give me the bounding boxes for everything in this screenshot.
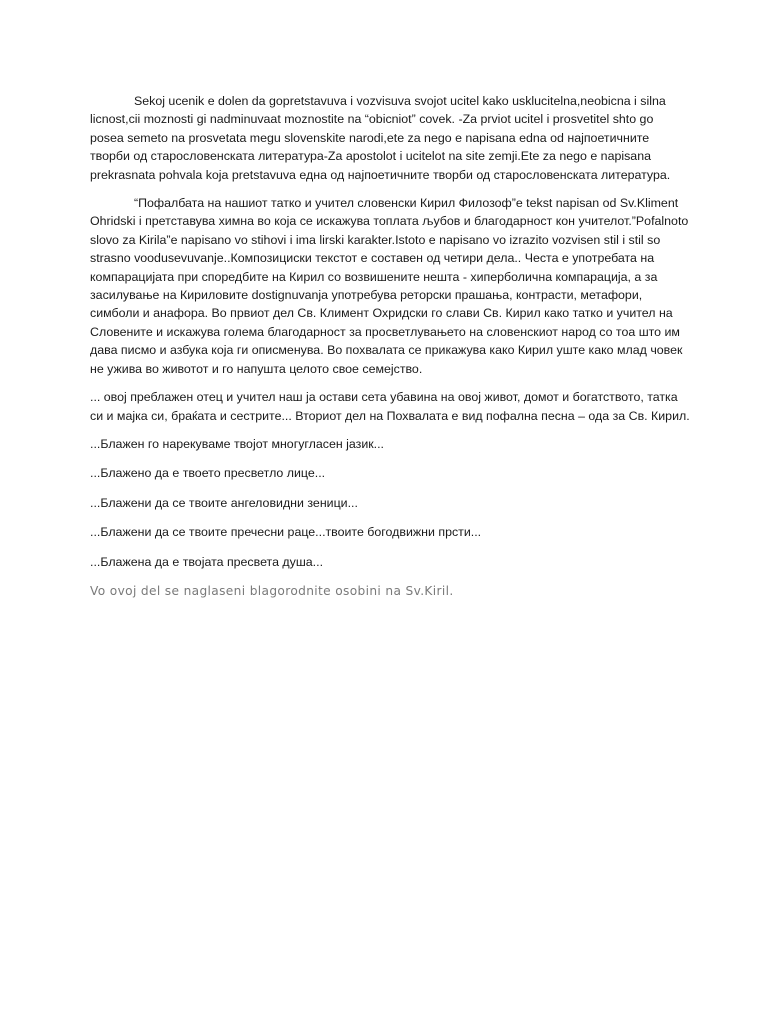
quote-line-tongue: ...Блажен го нарекуваме твојот многугласен јазик... [90, 436, 385, 451]
quote-line-face: ...Блажено да е твоето пресветло лице... [90, 466, 326, 481]
paragraph-praise-description: “Пофалбата на нашиот татко и учител словенски Кирил Филозоф”е tekst napisan od Sv.Kliment Ohridski i претставува химна во која се искажува топлата љубов и благодарност кон учителот.”Pofalnoto slovo za Kirila”e napisano vo stihovi i ima lirski karakter.Istoto e napisano vo izrazito vozvisen stil i stil so strasno voodusevuvanje..Композициски текстот е составен од четири дела.. Честа е употребата на компарацијата при споредбите на Кирил со возвишените нешта - хиперболична компарација, а за засилување на Кириловите dostignuvanja употребува реторски прашања, контрасти, метафори, симболи и анафора. Во првиот дел Св. Климент Охридски го слави Св. Кирил како татко и учител на Словените и искажува голема благодарност за просветлувањето на словенскиот народ со тоа што им дава писмо и азбука која ги описменува. Во похвалата се прикажува како Кирил уште како млад човек не ужива во животот и го напушта целото свое семејство. [90, 196, 689, 376]
closing-line: Vo ovoj del se naglaseni blagorodnite osobini na Sv.Kiril. [90, 583, 454, 598]
quote-line-hands: ...Блажени да се твоите пречесни раце...твоите богодвижни прсти... [90, 525, 482, 540]
paragraph-intro: Sekoj ucenik e dolen da gopretstavuva i vozvisuva svojot ucitel kako usklucitelna,neobicna i silna licnost,cii moznosti gi nadminuvaat moznostite na “obicniot” covek. -Za prviot ucitel i prosvetitel shto go posea semeto na prosvetata megu slovenskite narodi,ete za nego e napisana edna od најпоетичните творби од старословенската литература-Za apostolot i ucitelot na site zemji.Ete za nego e napisana prekrasnata pohvala koja pretstavuva една од најпоетичните творби од старословенската литература. [90, 94, 671, 182]
paragraph-quote-first-part: ... овој преблажен отец и учител наш ја остави сета убавина на овој живот, домот и богатството, татка си и мајка си, браќата и сестрите... Вториот дел на Похвалата е вид пофална песна – ода за Св. Кирил. [90, 390, 690, 423]
quote-line-soul: ...Блажена да е твојата пресвета душа... [90, 554, 324, 569]
document-page [90, 92, 690, 610]
quote-line-eyes: ...Блажени да се твоите ангеловидни зеници... [90, 495, 358, 510]
